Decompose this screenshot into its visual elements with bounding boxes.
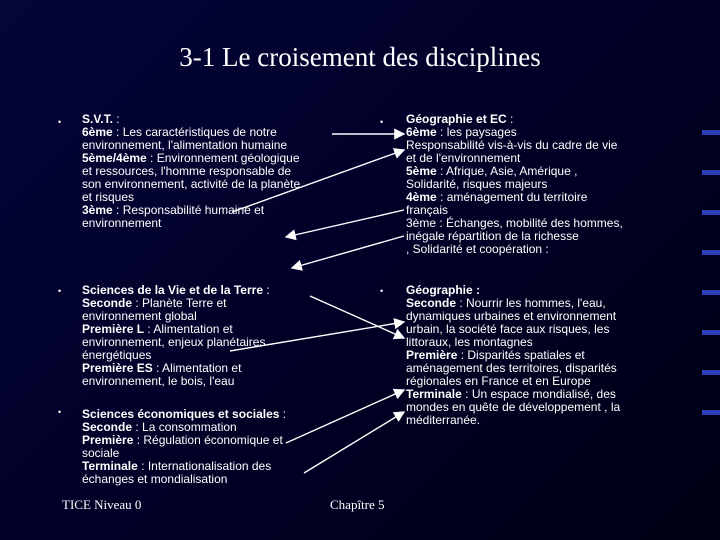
line-text: : Afrique, Asie, Amérique , bbox=[436, 164, 578, 178]
decor-bar bbox=[702, 250, 720, 255]
line-text: mondes en quête de développement , la bbox=[406, 400, 621, 414]
bold-label: Première L bbox=[82, 322, 145, 336]
bold-label: Sciences économiques et sociales bbox=[82, 407, 280, 421]
arrow-svtl-to-geo-2 bbox=[230, 322, 404, 351]
line-text: environnement bbox=[82, 216, 162, 230]
bold-label: Sciences de la Vie et de la Terre bbox=[82, 283, 263, 297]
line-text: : aménagement du territoire bbox=[436, 190, 588, 204]
decor-bar bbox=[702, 330, 720, 335]
decor-bar bbox=[702, 130, 720, 135]
line-text: méditerranée. bbox=[406, 413, 481, 427]
line-text: régionales en France et en Europe bbox=[406, 374, 591, 388]
line-text: environnement, l'alimentation humaine bbox=[82, 138, 288, 152]
bold-label: Première ES bbox=[82, 361, 153, 375]
line-text: : Régulation économique et bbox=[133, 433, 283, 447]
line-text: français bbox=[406, 203, 449, 217]
decor-bar bbox=[702, 170, 720, 175]
line-text: Responsabilité vis-à-vis du cadre de vie bbox=[406, 138, 618, 152]
decor-bar bbox=[702, 370, 720, 375]
arrow-geo-to-svt-2 bbox=[292, 236, 404, 268]
arrow-svt-to-geo-2 bbox=[232, 150, 404, 212]
line-text: énergétiques bbox=[82, 348, 152, 362]
line-text: : Planète Terre et bbox=[132, 296, 227, 310]
bold-label: 5ème bbox=[406, 164, 437, 178]
bullet: • bbox=[380, 117, 384, 127]
line-text: : Les caractéristiques de notre bbox=[112, 125, 277, 139]
line-text: 3ème : Échanges, mobilité des hommes, bbox=[406, 216, 623, 230]
bullet: • bbox=[58, 407, 62, 417]
arrow-ses-to-geo-2 bbox=[304, 412, 404, 473]
line-text: , Solidarité et coopération : bbox=[406, 242, 549, 256]
line-text: et de l'environnement bbox=[406, 151, 521, 165]
bold-label: Seconde bbox=[82, 420, 133, 434]
bold-label: 5ème/4ème bbox=[82, 151, 147, 165]
bold-label: Géographie : bbox=[406, 283, 481, 297]
bold-label: Seconde bbox=[406, 296, 457, 310]
bold-label: S.V.T. bbox=[82, 112, 113, 126]
line-text: : bbox=[112, 112, 120, 126]
line-text: : Internationalisation des bbox=[137, 459, 272, 473]
bullet: • bbox=[380, 286, 384, 296]
line-text: son environnement, activité de la planète bbox=[82, 177, 301, 191]
line-text: : bbox=[263, 283, 270, 297]
line-text: : Un espace mondialisé, des bbox=[461, 387, 616, 401]
footer-left: TICE Niveau 0 bbox=[62, 497, 142, 512]
arrow-svtl-to-geo bbox=[310, 296, 404, 338]
line-text: et risques bbox=[82, 190, 135, 204]
decor-bar bbox=[702, 410, 720, 415]
line-text: échanges et mondialisation bbox=[82, 472, 228, 486]
line-text: inégale répartition de la richesse bbox=[406, 229, 579, 243]
bold-label: 6ème bbox=[406, 125, 437, 139]
decor-bar bbox=[702, 210, 720, 215]
line-text: : Alimentation et bbox=[144, 322, 233, 336]
arrow-ses-to-geo bbox=[286, 390, 404, 443]
line-text: et ressources, l'homme responsable de bbox=[82, 164, 292, 178]
line-text: environnement, enjeux planétaires bbox=[82, 335, 266, 349]
bold-label: 4ème bbox=[406, 190, 437, 204]
bold-label: 6ème bbox=[82, 125, 113, 139]
line-text: : Nourrir les hommes, l'eau, bbox=[456, 296, 606, 310]
line-text: : Alimentation et bbox=[152, 361, 242, 375]
line-text: : Disparités spatiales et bbox=[457, 348, 585, 362]
line-text: sociale bbox=[82, 446, 120, 460]
bold-label: 3ème bbox=[82, 203, 113, 217]
line-text: dynamiques urbaines et environnement bbox=[406, 309, 617, 323]
line-text: Solidarité, risques majeurs bbox=[406, 177, 548, 191]
line-text: : bbox=[279, 407, 287, 421]
bold-label: Seconde bbox=[82, 296, 133, 310]
decor-bar bbox=[702, 290, 720, 295]
line-text: littoraux, les montagnes bbox=[406, 335, 533, 349]
bold-label: Première bbox=[82, 433, 134, 447]
line-text: : Environnement géologique bbox=[146, 151, 300, 165]
arrow-geo-to-svt bbox=[286, 210, 404, 237]
line-text: environnement global bbox=[82, 309, 197, 323]
bold-label: Géographie et EC bbox=[406, 112, 507, 126]
line-text: aménagement des territoires, disparités bbox=[406, 361, 617, 375]
bullet: • bbox=[58, 117, 62, 127]
line-text: urbain, la société face aux risques, les bbox=[406, 322, 610, 336]
line-text: : bbox=[506, 112, 514, 126]
bold-label: Terminale bbox=[406, 387, 462, 401]
slide-title: 3-1 Le croisement des disciplines bbox=[179, 42, 541, 72]
bold-label: Première bbox=[406, 348, 458, 362]
footer-center: Chapître 5 bbox=[330, 497, 385, 512]
line-text: : les paysages bbox=[436, 125, 517, 139]
bullet: • bbox=[58, 286, 62, 296]
line-text: : La consommation bbox=[132, 420, 237, 434]
line-text: : Responsabilité humaine et bbox=[112, 203, 265, 217]
line-text: environnement, le bois, l'eau bbox=[82, 374, 235, 388]
bold-label: Terminale bbox=[82, 459, 138, 473]
